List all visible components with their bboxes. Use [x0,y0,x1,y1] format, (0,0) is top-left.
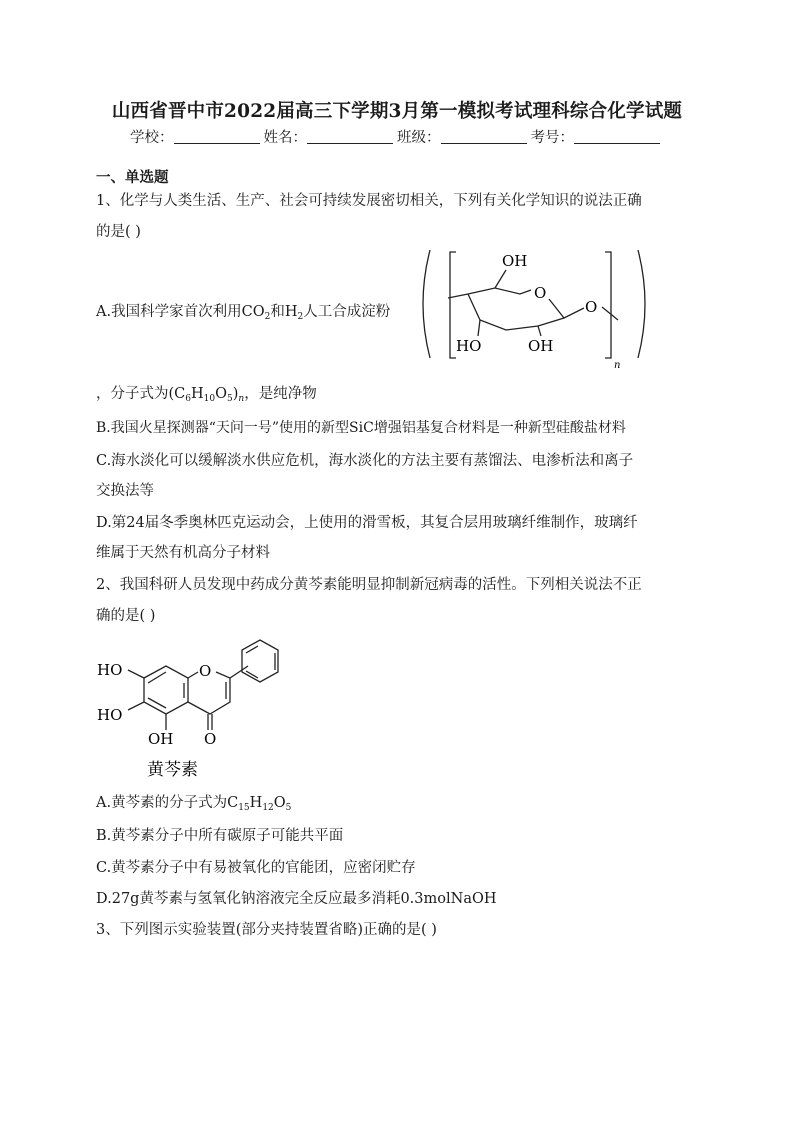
baicalein-structure [92,638,282,787]
starch-link-o: O [585,298,598,316]
baicalein-ho-2: HO [97,706,123,724]
q1-stem-line1: 1、化学与人类生活、生产、社会可持续发展密切相关，下列有关化学知识的说法正确 [96,193,642,209]
baicalein-caption: 黄芩素 [147,760,198,780]
baicalein-carbonyl-o: O [204,730,217,748]
q1-option-c-line1: C.海水淡化可以缓解淡水供应危机，海水淡化的方法主要有蒸馏法、电渗析法和离子 [96,453,634,469]
starch-oh-right: OH [528,337,554,355]
starch-oh-top: OH [502,252,528,270]
starch-ring-o: O [534,284,547,302]
q1-stem-line2: 的是( ) [96,224,141,240]
q1-option-d-line1: D.第24届冬季奥林匹克运动会，上使用的滑雪板，其复合层用玻璃纤维制作，玻璃纤 [96,515,638,531]
baicalein-ho-1: HO [97,661,123,679]
school-blank[interactable] [174,129,260,144]
name-blank[interactable] [307,129,393,144]
starch-structure [420,244,650,378]
q2-option-b: B.黄芩素分子中所有碳原子可能共平面 [96,828,344,844]
name-label: 姓名： [263,130,307,146]
baicalein-oh: OH [148,730,174,748]
q2-option-d: D.27g黄芩素与氢氧化钠溶液完全反应最多消耗0.3molNaOH [96,891,497,907]
q1-option-b: B.我国火星探测器“天问一号”使用的新型SiC增强铝基复合材料是一种新型硅酸盐材料 [96,420,626,436]
exam-number-label: 考号： [530,130,574,146]
q1-option-a-cont: ，分子式为$(C_6H_{10}O_5)_n$，是纯净物 [96,386,317,404]
starch-n: n [614,360,621,371]
q1-option-a: A.我国科学家首次利用$CO_2$和$H_2$人工合成淀粉 [96,304,391,322]
exam-number-blank[interactable] [574,129,660,144]
starch-ho-left: HO [456,337,482,355]
student-info-row [0,126,794,147]
q2-option-c: C.黄芩素分子中有易被氧化的官能团，应密闭贮存 [96,860,416,876]
q2-stem-line1: 2、我国科研人员发现中药成分黄芩素能明显抑制新冠病毒的活性。下列相关说法不正 [96,577,642,593]
q1-option-c-line2: 交换法等 [96,483,154,499]
school-label: 学校： [130,130,174,146]
class-label: 班级： [397,130,441,146]
baicalein-ring-o: O [199,662,212,680]
q2-stem-line2: 确的是( ) [96,608,156,624]
q1-option-d-line2: 维属于天然有机高分子材料 [96,545,270,561]
page-title: 山西省晋中市2022届高三下学期3月第一模拟考试理科综合化学试题 [111,101,683,122]
class-blank[interactable] [441,129,527,144]
section-heading: 一、单选题 [96,169,169,186]
q3-stem: 3、下列图示实验装置(部分夹持装置省略)正确的是( ) [96,922,437,938]
q2-option-a: A.黄芩素的分子式为$C_{15}H_{12}O_5$ [96,795,292,813]
